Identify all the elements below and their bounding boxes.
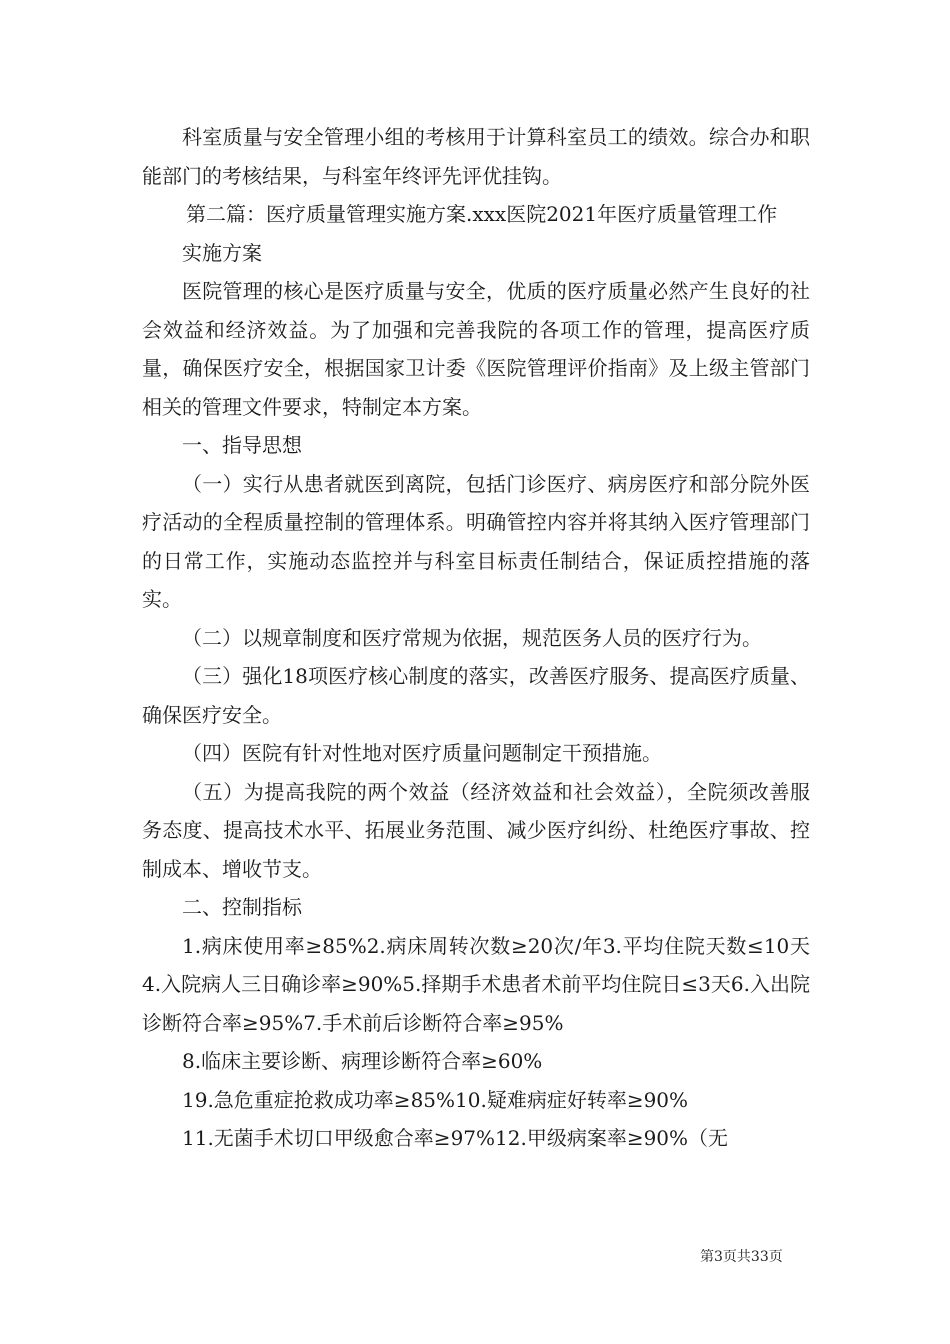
paragraph: （四）医院有针对性地对医疗质量问题制定干预措施。	[182, 741, 662, 765]
paragraph: 8.临床主要诊断、病理诊断符合率≥60%	[182, 1049, 543, 1073]
paragraph: 实施方案	[182, 240, 262, 265]
paragraph: （三）强化18项医疗核心制度的落实，改善医疗服务、提高医疗质量、确保医疗安全。	[142, 664, 810, 727]
paragraph: 19.急危重症抢救成功率≥85%10.疑难病症好转率≥90%	[182, 1087, 689, 1112]
document-body	[142, 118, 810, 1158]
paragraph: （五）为提高我院的两个效益（经济效益和社会效益），全院须改善服务态度、提高技术水平、拓展业务范围、减少医疗纠纷、杜绝医疗事故、控制成本、增收节支。	[142, 779, 810, 881]
section-heading: 一、指导思想	[182, 433, 302, 457]
paragraph: 11.无菌手术切口甲级愈合率≥97%12.甲级病案率≥90%（无	[182, 1126, 729, 1150]
paragraph: （二）以规章制度和医疗常规为依据，规范医务人员的医疗行为。	[182, 625, 762, 650]
paragraph: 医院管理的核心是医疗质量与安全，优质的医疗质量必然产生良好的社会效益和经济效益。为了加强和完善我院的各项工作的管理，提高医疗质量，确保医疗安全，根据国家卫计委《医院管理评价指南》及上级主管部门相关的管理文件要求，特制定本方案。	[142, 279, 810, 419]
paragraph: （一）实行从患者就医到离院，包括门诊医疗、病房医疗和部分院外医疗活动的全程质量控制的管理体系。明确管控内容并将其纳入医疗管理部门的日常工作，实施动态监控并与科室目标责任制结合，保证质控措施的落实。	[142, 471, 810, 611]
paragraph: 1.病床使用率≥85%2.病床周转次数≥20次/年3.平均住院天数≤10天4.入院病人三日确诊率≥90%5.择期手术患者术前平均住院日≤3天6.入出院诊断符合率≥95%7.手术前后诊断符合率≥95%	[142, 933, 810, 1035]
section-heading: 第二篇：医疗质量管理实施方案.xxx医院2021年医疗质量管理工作	[186, 202, 778, 226]
page-number: 第3页共33页	[700, 1249, 783, 1265]
paragraph: 科室质量与安全管理小组的考核用于计算科室员工的绩效。综合办和职能部门的考核结果，与科室年终评先评优挂钩。	[142, 125, 810, 188]
section-heading: 二、控制指标	[182, 895, 302, 919]
